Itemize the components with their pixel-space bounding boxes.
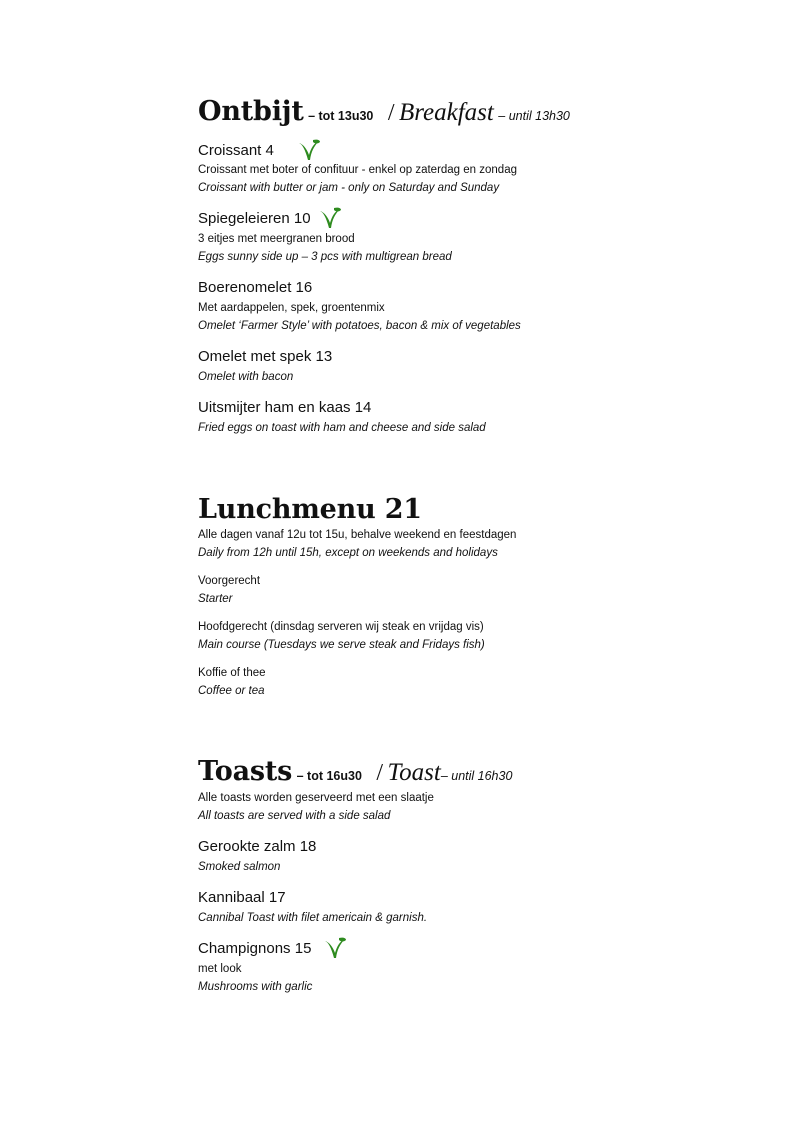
course-name-en: Main course (Tuesdays we serve steak and Fridays fish) [198,639,485,651]
course-name-en: Starter [198,593,233,605]
lunch-note-en: Daily from 12h until 15h, except on weekends and holidays [198,547,498,559]
menu-item-name: Omelet met spek 13 [198,348,333,365]
menu-item-name: Kannibaal 17 [198,889,286,906]
menu-item-name: Boerenomelet 16 [198,279,313,296]
course-name-en: Coffee or tea [198,685,265,697]
course-name: Hoofdgerecht (dinsdag serveren wij steak en vrijdag vis) [198,621,484,633]
lunch-title: Lunchmenu 21 [198,494,422,525]
menu-item-desc-en: Eggs sunny side up – 3 pcs with multigrean bread [198,251,452,263]
menu-item-desc: met look [198,963,242,975]
menu-item-name: Gerookte zalm 18 [198,838,317,855]
toasts-time-en: – until 16h30 [440,769,513,783]
vegetarian-icon [297,138,321,164]
toasts-note: Alle toasts worden geserveerd met een slaatje [198,792,434,804]
heading-slash: / [387,100,395,126]
menu-item-desc-en: Smoked salmon [198,861,281,873]
menu-item-desc: Croissant met boter of confituur - enkel op zaterdag en zondag [198,164,517,176]
vegetarian-icon [323,936,347,962]
toasts-note-en: All toasts are served with a side salad [198,810,391,822]
menu-item-desc-en: Omelet with bacon [198,371,294,383]
breakfast-title: Ontbijt [198,96,304,127]
course-name: Voorgerecht [198,575,261,587]
menu-item-desc-en: Mushrooms with garlic [198,981,313,993]
toasts-title: Toasts [198,756,293,787]
breakfast-time: – tot 13u30 [308,109,374,123]
menu-item-desc-en: Cannibal Toast with filet americain & garnish. [198,912,428,924]
toasts-time: – tot 16u30 [296,769,362,783]
menu-item-desc: 3 eitjes met meergranen brood [198,233,355,245]
course-name: Koffie of thee [198,667,266,679]
lunch-note: Alle dagen vanaf 12u tot 15u, behalve weekend en feestdagen [198,529,517,541]
menu-item-desc-en: Croissant with butter or jam - only on Saturday and Sunday [198,182,500,194]
vegetarian-icon [318,206,342,232]
menu-item-name: Champignons 15 [198,940,312,957]
menu-item-name: Croissant 4 [198,142,274,159]
breakfast-title-en: Breakfast [398,99,494,126]
toasts-heading [198,756,512,787]
menu-item-desc: Met aardappelen, spek, groentenmix [198,302,385,314]
toasts-title-en: Toast [387,759,441,786]
heading-slash: / [376,760,384,786]
menu-item-name: Uitsmijter ham en kaas 14 [198,399,372,416]
breakfast-heading [198,96,570,127]
menu-item-name: Spiegeleieren 10 [198,210,311,227]
menu-item-desc-en: Omelet ‘Farmer Style’ with potatoes, bacon & mix of vegetables [198,320,521,332]
menu-item-desc-en: Fried eggs on toast with ham and cheese and side salad [198,422,486,434]
breakfast-time-en: – until 13h30 [498,109,570,123]
